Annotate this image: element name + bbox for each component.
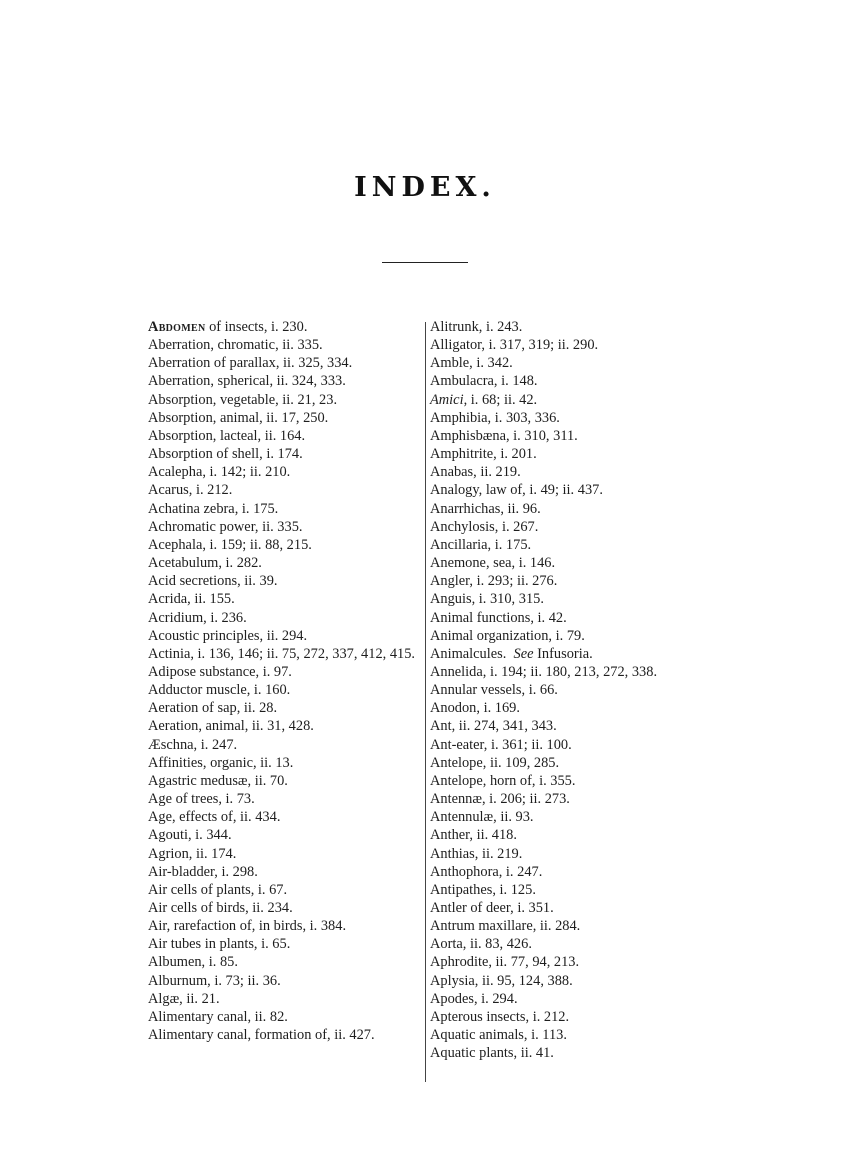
entry-text: Adductor muscle, i. 160. [148,682,291,699]
index-entry [430,790,720,808]
index-entry [430,863,720,881]
entry-text: Anguis, i. 310, 315. [430,591,544,608]
index-entry [430,372,720,390]
index-entry [148,572,420,590]
entry-text: Absorption of shell, i. 174. [148,446,303,463]
entry-text: Achromatic power, ii. 335. [148,518,303,535]
index-entry [148,917,420,935]
entry-text: Acetabulum, i. 282. [148,555,262,572]
index-entry [430,445,720,463]
index-entry [148,826,420,844]
entry-text: Ambulacra, i. 148. [430,373,538,390]
index-entry [430,953,720,971]
entry-text: , i. 68; ii. 42. [463,391,538,408]
index-entry [148,663,420,681]
index-entry [148,990,420,1008]
index-entry [430,463,720,481]
entry-text: Angler, i. 293; ii. 276. [430,573,558,590]
index-entry [430,590,720,608]
entry-text: Aeration, animal, ii. 31, 428. [148,718,314,735]
index-entry [430,536,720,554]
entry-text: Ancillaria, i. 175. [430,536,532,553]
entry-text: Amphitrite, i. 201. [430,446,537,463]
entry-text: Amble, i. 342. [430,355,513,372]
entry-text: Animalcules. [430,645,507,662]
index-entry [148,391,420,409]
index-entry [430,990,720,1008]
index-entry [430,935,720,953]
index-entry [430,699,720,717]
index-entry [430,845,720,863]
index-entry [148,336,420,354]
index-entry [430,881,720,899]
entry-text: Achatina zebra, i. 175. [148,500,279,517]
entry-text: Acarus, i. 212. [148,482,233,499]
index-entry [430,899,720,917]
index-entry [148,318,420,336]
index-column-right [430,318,720,1062]
index-entry [148,899,420,917]
entry-text: Albumen, i. 85. [148,954,238,971]
index-entry [148,1008,420,1026]
entry-text: Aberration, spherical, ii. 324, 333. [148,373,346,390]
index-entry [148,699,420,717]
entry-text: Ant-eater, i. 361; ii. 100. [430,736,572,753]
entry-text: Aquatic animals, i. 113. [430,1027,567,1044]
index-entry [148,409,420,427]
entry-text: Analogy, law of, i. 49; ii. 437. [430,482,603,499]
entry-text: Anthophora, i. 247. [430,863,543,880]
entry-text: Air-bladder, i. 298. [148,863,258,880]
index-entry [430,409,720,427]
entry-text: Anabas, ii. 219. [430,464,521,481]
index-entry [430,754,720,772]
index-entry [148,481,420,499]
index-entry [430,772,720,790]
entry-text: Antipathes, i. 125. [430,881,536,898]
entry-text: Anthias, ii. 219. [430,845,523,862]
page-title: INDEX. [354,172,496,203]
entry-text: Acid secretions, ii. 39. [148,573,278,590]
index-entry [148,863,420,881]
index-entry [148,681,420,699]
entry-text: Agrion, ii. 174. [148,845,237,862]
index-entry [148,536,420,554]
entry-text: of insects, i. 230. [205,319,308,335]
index-entry [430,554,720,572]
entry-text: Air cells of plants, i. 67. [148,881,288,898]
index-entry [430,354,720,372]
entry-text: Animal organization, i. 79. [430,627,585,644]
index-entry [430,627,720,645]
entry-text: Absorption, vegetable, ii. 21, 23. [148,391,338,408]
index-entry [148,627,420,645]
index-entry [430,1008,720,1026]
index-entry [148,372,420,390]
entry-text: Ant, ii. 274, 341, 343. [430,718,557,735]
entry-text: Anther, ii. 418. [430,827,517,844]
entry-text: Air, rarefaction of, in birds, i. 384. [148,918,347,935]
index-entry [430,972,720,990]
entry-text: Alimentary canal, ii. 82. [148,1008,288,1025]
entry-text: Apterous insects, i. 212. [430,1008,570,1025]
index-entry [148,881,420,899]
index-entry [430,1026,720,1044]
entry-text: Apodes, i. 294. [430,990,518,1007]
index-entry [148,953,420,971]
index-entry [148,736,420,754]
index-entry [148,717,420,735]
index-entry [148,972,420,990]
entry-text: Age, effects of, ii. 434. [148,809,281,826]
index-entry [430,1044,720,1062]
index-entry [148,1026,420,1044]
entry-text: Adipose substance, i. 97. [148,663,292,680]
index-entry [430,663,720,681]
index-entry [148,590,420,608]
index-entry [148,609,420,627]
entry-text: Alitrunk, i. 243. [430,319,523,335]
index-entry [148,518,420,536]
entry-text: Anemone, sea, i. 146. [430,555,556,572]
index-entry [430,391,720,409]
index-entry [148,754,420,772]
entry-text: Air cells of birds, ii. 234. [148,900,293,916]
entry-text: Alimentary canal, formation of, ii. 427. [148,1027,375,1044]
entry-text: Aberration, chromatic, ii. 335. [148,337,323,354]
entry-text: Aeration of sap, ii. 28. [148,700,278,717]
entry-text: Algæ, ii. 21. [148,990,220,1007]
index-entry [148,845,420,863]
index-entry [148,445,420,463]
entry-text: Aberration of parallax, ii. 325, 334. [148,355,353,372]
entry-text: Absorption, animal, ii. 17, 250. [148,409,329,426]
entry-text: Amphisbæna, i. 310, 311. [430,427,578,444]
entry-text: Aphrodite, ii. 77, 94, 213. [430,954,580,971]
index-column-left [148,318,420,1044]
index-entry [430,717,720,735]
title-rule [382,262,468,263]
index-entry [148,790,420,808]
entry-text: Air tubes in plants, i. 65. [148,936,291,953]
index-entry [430,318,720,336]
index-entry [148,427,420,445]
index-entry [430,609,720,627]
entry-text: Acephala, i. 159; ii. 88, 215. [148,536,312,553]
index-entry [148,645,420,663]
entry-see: See [513,645,534,662]
entry-text: Antler of deer, i. 351. [430,900,554,916]
entry-text: Antennulæ, ii. 93. [430,809,534,826]
entry-text: Annular vessels, i. 66. [430,682,558,699]
entry-text: Aquatic plants, ii. 41. [430,1045,554,1062]
index-entry [148,354,420,372]
column-divider [425,322,426,1082]
entry-headword: Abdomen [148,319,206,335]
entry-italic: Amici [430,391,464,408]
entry-text: Agouti, i. 344. [148,827,232,844]
entry-text: Actinia, i. 136, 146; ii. 75, 272, 337, 412, 415. [148,645,416,662]
index-entry [430,427,720,445]
entry-text: Alligator, i. 317, 319; ii. 290. [430,337,599,354]
entry-text: Aplysia, ii. 95, 124, 388. [430,972,573,989]
index-entry [430,500,720,518]
entry-text: Anchylosis, i. 267. [430,518,539,535]
entry-see-target: Infusoria. [533,645,593,662]
entry-text: Acrida, ii. 155. [148,591,235,608]
entry-text: Agastric medusæ, ii. 70. [148,772,288,789]
index-entry [430,481,720,499]
entry-text: Affinities, organic, ii. 13. [148,754,294,771]
index-entry [430,336,720,354]
entry-text: Antrum maxillare, ii. 284. [430,918,581,935]
index-entry [148,500,420,518]
entry-text: Acoustic principles, ii. 294. [148,627,308,644]
index-entry [148,808,420,826]
entry-text: Aorta, ii. 83, 426. [430,936,532,953]
index-entry [430,645,720,663]
index-entry [148,554,420,572]
entry-text: Antelope, ii. 109, 285. [430,754,560,771]
entry-text: Alburnum, i. 73; ii. 36. [148,972,281,989]
index-entry [430,917,720,935]
entry-text: Animal functions, i. 42. [430,609,567,626]
entry-text: Æschna, i. 247. [148,736,238,753]
index-entry [430,736,720,754]
index-entry [430,572,720,590]
entry-text: Antennæ, i. 206; ii. 273. [430,791,570,808]
index-entry [148,772,420,790]
index-entry [430,518,720,536]
index-entry [430,826,720,844]
index-entry [148,463,420,481]
entry-text: Anodon, i. 169. [430,700,520,717]
index-entry [430,808,720,826]
index-entry [430,681,720,699]
entry-text: Antelope, horn of, i. 355. [430,772,576,789]
index-entry [148,935,420,953]
entry-text: Acalepha, i. 142; ii. 210. [148,464,291,481]
entry-text: Absorption, lacteal, ii. 164. [148,427,306,444]
entry-text: Anarrhichas, ii. 96. [430,500,541,517]
entry-text: Acridium, i. 236. [148,609,247,626]
entry-text: Amphibia, i. 303, 336. [430,409,560,426]
entry-text: Annelida, i. 194; ii. 180, 213, 272, 338. [430,663,658,680]
entry-text: Age of trees, i. 73. [148,791,255,808]
